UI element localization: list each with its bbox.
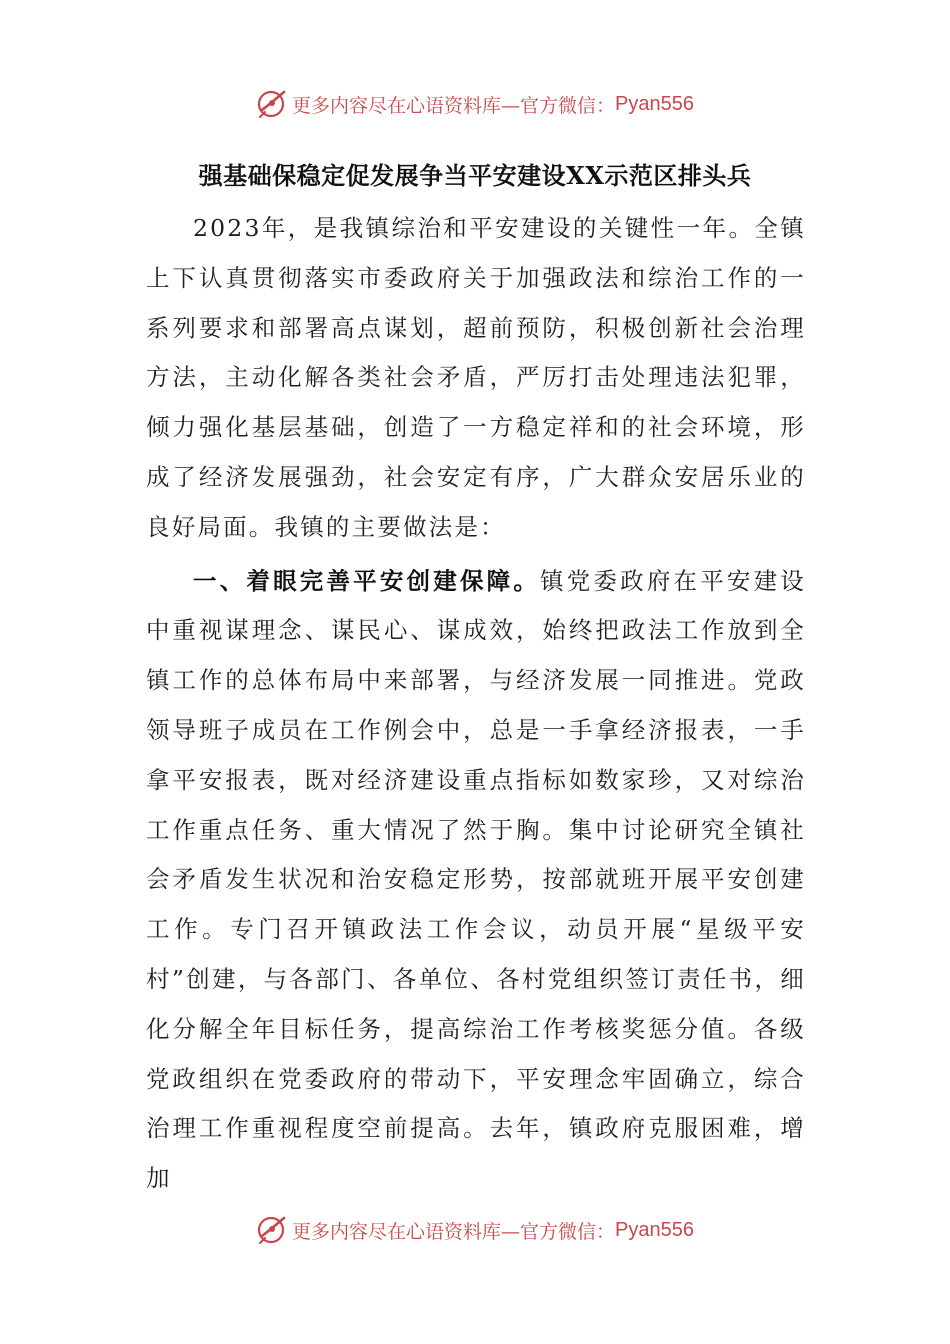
- section-1-text: 镇党委政府在平安建设中重视谋理念、谋民心、谋成效，始终把政法工作放到全镇工作的总体布局中来部署，与经济发展一同推进。党政领导班子成员在工作例会中，总是一手拿经济报表，一手拿平安报表，既对经济建设重点指标如数家珍，又对综治工作重点任务、重大情况了然于胸。集中讨论研究全镇社会矛盾发生状况和治安稳定形势，按部就班开展平安创建工作。专门召开镇政法工作会议，动员开展“星级平安村”创建，与各部门、各单位、各村党组织签订责任书，细化分解全年目标任务，提高综治工作考核奖惩分值。各级党政组织在党委政府的带动下，平安理念牢固确立，综合治理工作重视程度空前提高。去年，镇政府克服困难，增加: [146, 566, 807, 1193]
- pen-logo-icon: [256, 88, 288, 120]
- banner-text: 更多内容尽在心语资料库—官方微信：: [292, 94, 616, 117]
- wechat-handle: Pyan556: [615, 1218, 694, 1241]
- document-title: 强基础保稳定促发展争当平安建设XX示范区排头兵: [198, 161, 752, 190]
- paragraph-intro: 2023年，是我镇综治和平安建设的关键性一年。全镇上下认真贯彻落实市委政府关于加强政法和综治工作的一系列要求和部署高点谋划，超前预防，积极创新社会治理方法，主动化解各类社会矛盾，严厉打击处理违法犯罪，倾力强化基层基础，创造了一方稳定祥和的社会环境，形成了经济发展强劲，社会安定有序，广大群众安居乐业的良好局面。我镇的主要做法是：: [146, 214, 806, 541]
- banner-text: 更多内容尽在心语资料库—官方微信：: [292, 1220, 616, 1243]
- header-watermark-banner: [0, 84, 950, 124]
- document-body: [146, 204, 806, 1204]
- wechat-handle: Pyan556: [615, 92, 694, 115]
- section-1-heading: 一、着眼完善平安创建保障。: [193, 566, 541, 595]
- pen-logo-icon: [256, 1214, 288, 1246]
- paragraph-section-1: [146, 557, 806, 1204]
- footer-watermark-banner: [0, 1210, 950, 1250]
